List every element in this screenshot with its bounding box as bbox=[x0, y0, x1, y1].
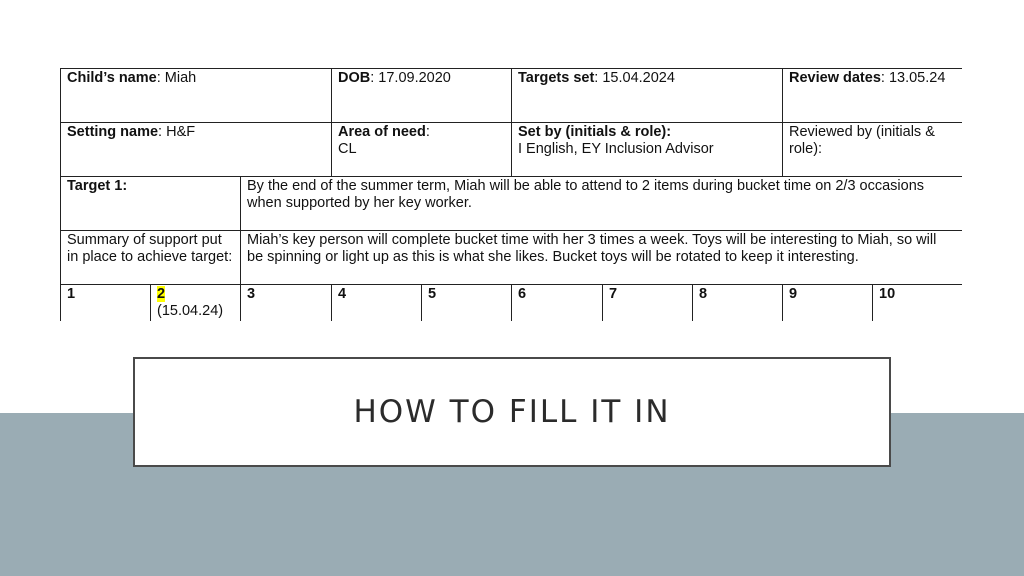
setting-name-value: : H&F bbox=[158, 124, 196, 140]
set-by-value: I English, EY Inclusion Advisor bbox=[518, 141, 714, 157]
area-of-need-cell bbox=[332, 123, 512, 177]
set-by-cell bbox=[512, 123, 783, 177]
rating-row bbox=[61, 285, 963, 322]
area-of-need-label: Area of need bbox=[338, 124, 426, 140]
table-row bbox=[61, 123, 963, 177]
support-text: Miah’s key person will complete bucket time with her 3 times a week. Toys will be interesting to Miah, so will be spinning or light up as this is what she likes. Bucket toys will be rotated to keep it interesting. bbox=[241, 231, 963, 285]
dob-value: : 17.09.2020 bbox=[370, 70, 451, 86]
table-row bbox=[61, 69, 963, 123]
set-by-label: Set by (initials & role): bbox=[518, 124, 672, 140]
rating-cell: 7 bbox=[603, 285, 693, 322]
table-row bbox=[61, 177, 963, 231]
rating-cell: 6 bbox=[512, 285, 603, 322]
document-excerpt bbox=[60, 68, 962, 321]
rating-selected-value: 2 bbox=[157, 286, 166, 302]
targets-set-label: Targets set bbox=[518, 70, 595, 86]
child-name-label: Child’s name bbox=[67, 70, 157, 86]
area-of-need-value: CL bbox=[338, 141, 357, 157]
rating-selected-date: (15.04.24) bbox=[157, 303, 224, 319]
table-row bbox=[61, 231, 963, 285]
support-label: Summary of support put in place to achieve target: bbox=[61, 231, 241, 285]
area-of-need-colon: : bbox=[425, 124, 430, 140]
rating-cell-selected bbox=[151, 285, 241, 322]
rating-cell: 8 bbox=[693, 285, 783, 322]
review-dates-cell bbox=[783, 69, 962, 123]
rating-cell: 5 bbox=[422, 285, 512, 322]
targets-set-value: : 15.04.2024 bbox=[594, 70, 675, 86]
slide-title: HOW TO FILL IT IN bbox=[353, 394, 671, 430]
child-name-value: : Miah bbox=[156, 70, 197, 86]
target-text: By the end of the summer term, Miah will be able to attend to 2 items during bucket time on 2/3 occasions when supported by her key worker. bbox=[241, 177, 963, 231]
support-plan-table bbox=[60, 68, 962, 321]
rating-cell: 9 bbox=[783, 285, 873, 322]
slide-title-box bbox=[133, 357, 891, 467]
dob-label: DOB bbox=[338, 70, 371, 86]
targets-set-cell bbox=[512, 69, 783, 123]
setting-name-label: Setting name bbox=[67, 124, 159, 140]
rating-cell: 10 bbox=[873, 285, 962, 322]
reviewed-by-label: Reviewed by (initials & role): bbox=[789, 124, 935, 157]
target-label: Target 1: bbox=[61, 177, 241, 231]
child-name-cell bbox=[61, 69, 332, 123]
rating-cell: 3 bbox=[241, 285, 332, 322]
review-dates-value: : 13.05.24 bbox=[880, 70, 946, 86]
review-dates-label: Review dates bbox=[789, 70, 881, 86]
reviewed-by-cell bbox=[783, 123, 962, 177]
setting-name-cell bbox=[61, 123, 332, 177]
rating-cell: 1 bbox=[61, 285, 151, 322]
rating-cell: 4 bbox=[332, 285, 422, 322]
dob-cell bbox=[332, 69, 512, 123]
